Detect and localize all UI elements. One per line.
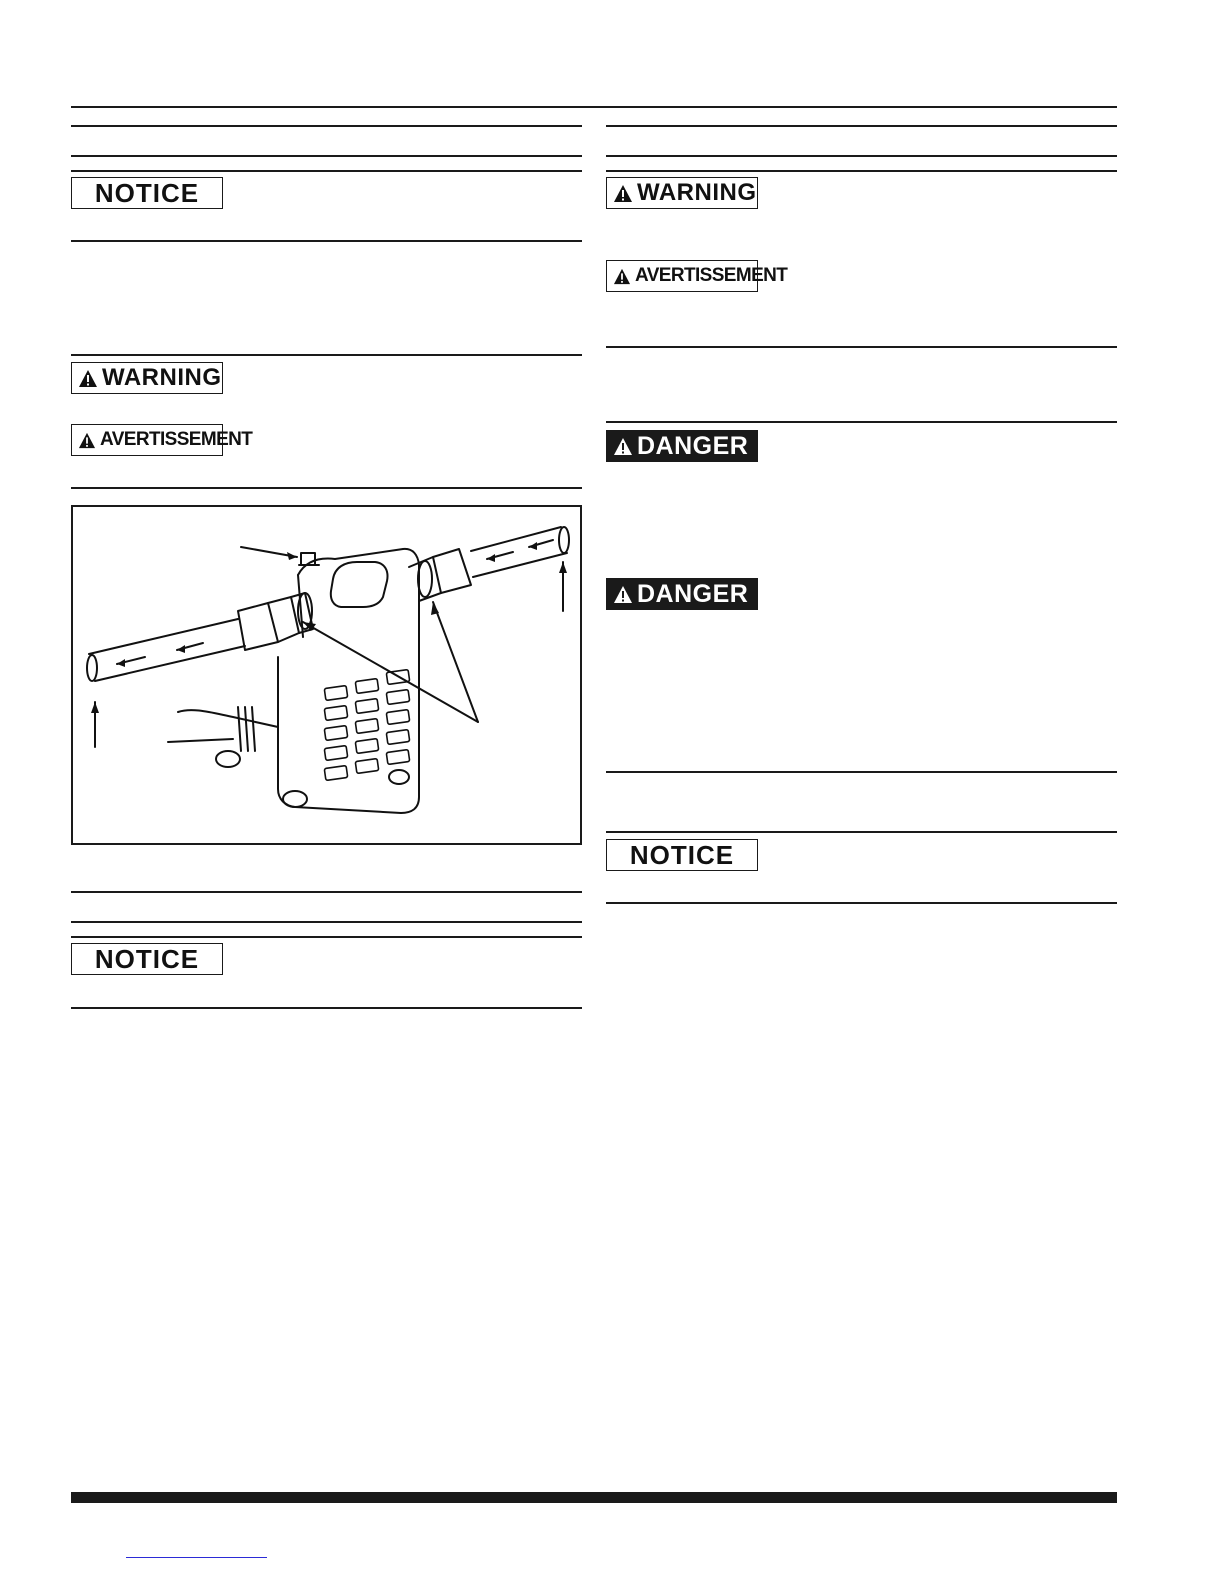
right-section-rule-7	[606, 831, 1117, 833]
danger-label	[606, 578, 758, 610]
pump-illustration	[73, 507, 580, 843]
left-section-rule-6	[71, 487, 582, 489]
top-rule	[71, 106, 1117, 108]
left-section-rule-9	[71, 936, 582, 938]
warning-label-text: WARNING	[102, 364, 222, 391]
avertissement-label-text: AVERTISSEMENT	[100, 429, 253, 450]
right-section-rule-1	[606, 125, 1117, 127]
left-section-rule-1	[71, 125, 582, 127]
left-section-rule-5	[71, 354, 582, 356]
notice-label-text: NOTICE	[94, 943, 200, 974]
danger-label-text: DANGER	[637, 579, 749, 608]
notice-label-text: NOTICE	[94, 177, 200, 208]
right-section-rule-8	[606, 902, 1117, 904]
notice-label	[71, 943, 223, 975]
avertissement-label	[606, 260, 788, 292]
danger-label	[606, 430, 758, 462]
warning-triangle-icon	[613, 268, 631, 285]
notice-label	[71, 177, 223, 209]
left-section-rule-3	[71, 170, 582, 172]
avertissement-label	[71, 424, 253, 456]
left-section-rule-10	[71, 1007, 582, 1009]
warning-triangle-icon	[78, 432, 96, 449]
footer-bar	[71, 1492, 1117, 1503]
warning-triangle-icon	[613, 184, 633, 203]
footer-link-underline[interactable]	[126, 1557, 267, 1558]
right-section-rule-2	[606, 155, 1117, 157]
right-section-rule-3	[606, 170, 1117, 172]
warning-label-text: WARNING	[637, 179, 757, 206]
warning-label	[71, 362, 223, 394]
notice-label-text: NOTICE	[629, 839, 735, 870]
left-section-rule-7	[71, 891, 582, 893]
left-section-rule-4	[71, 240, 582, 242]
danger-triangle-icon	[613, 437, 633, 456]
avertissement-label-text: AVERTISSEMENT	[635, 265, 788, 286]
pump-installation-figure	[71, 505, 582, 845]
right-section-rule-5	[606, 421, 1117, 423]
right-section-rule-6	[606, 771, 1117, 773]
danger-triangle-icon	[613, 585, 633, 604]
right-section-rule-4	[606, 346, 1117, 348]
warning-label	[606, 177, 758, 209]
left-section-rule-2	[71, 155, 582, 157]
warning-triangle-icon	[78, 369, 98, 388]
left-section-rule-8	[71, 921, 582, 923]
notice-label	[606, 839, 758, 871]
danger-label-text: DANGER	[637, 431, 749, 460]
